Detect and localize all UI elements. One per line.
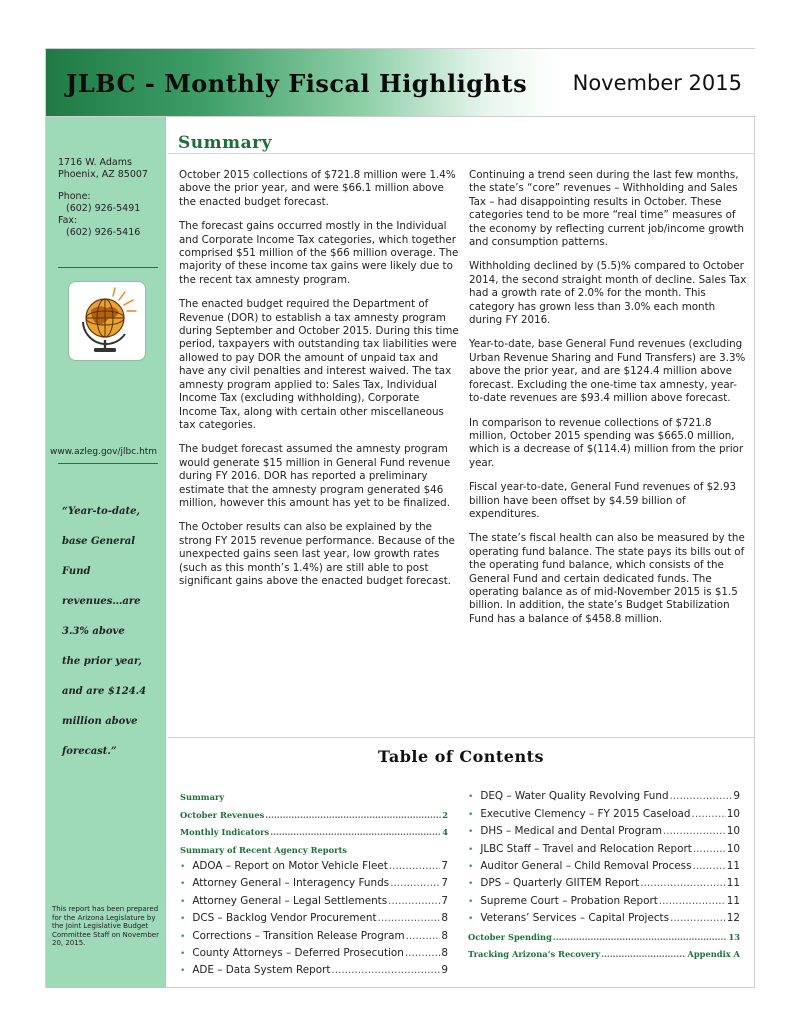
toc-entry-label: October Revenues: [180, 809, 265, 820]
toc-page-number: 12: [726, 912, 740, 925]
heading-rule: [168, 153, 754, 154]
toc-leader-dots: [270, 827, 441, 837]
summary-paragraph: October 2015 collections of $721.8 million were 1.4% above the prior year, and were $66.1 million above the enacted budget forecast.: [179, 169, 456, 208]
toc-rule: [168, 737, 754, 738]
toc-entry[interactable]: [180, 855, 448, 872]
toc-leader-dots: [670, 912, 726, 924]
toc-page-number: 8: [441, 946, 448, 959]
toc-column-left: [180, 785, 448, 976]
toc-leader-dots: [390, 877, 440, 889]
quote-line: million above: [62, 716, 138, 727]
toc-entry[interactable]: [468, 837, 740, 854]
quote-line: forecast.”: [62, 746, 117, 757]
toc-entry[interactable]: [468, 907, 740, 924]
toc-page-number: 10: [726, 807, 740, 820]
toc-entry-label: Summary of Recent Agency Reports: [180, 844, 347, 855]
toc-page-number: 2: [442, 809, 448, 820]
toc-leader-dots: [640, 877, 726, 889]
fax-number: (602) 926-5416: [66, 227, 141, 238]
toc-page-number: 11: [726, 894, 740, 907]
toc-leader-dots: [601, 949, 686, 959]
summary-paragraph: Year-to-date, base General Fund revenues (excluding Urban Revenue Sharing and Fund Transfers) are 3.3% above the prior year, and are $124.4 million above forecast. Excluding the one-time tax amnesty, year-to-date revenues are $93.4 million above forecast.: [469, 338, 746, 405]
toc-entry[interactable]: [468, 820, 740, 837]
toc-entry[interactable]: [180, 872, 448, 889]
toc-page-number: 8: [441, 912, 448, 925]
toc-entry-label: • JLBC Staff – Travel and Relocation Report: [468, 843, 692, 855]
toc-leader-dots: [389, 860, 441, 872]
toc-page-number: 10: [726, 825, 740, 838]
toc-entry-label: • DPS – Quarterly GIITEM Report: [468, 877, 639, 889]
issue-date: November 2015: [572, 71, 742, 95]
toc-page-number: 7: [441, 894, 448, 907]
toc-entry-label: Monthly Indicators: [180, 827, 270, 838]
toc-leader-dots: [378, 912, 441, 924]
toc-entry-label: • DEQ – Water Quality Revolving Fund: [468, 790, 669, 802]
toc-entry[interactable]: [180, 820, 448, 837]
toc-leader-dots: [692, 808, 726, 820]
toc-entry[interactable]: [180, 889, 448, 906]
summary-paragraph: The state’s fiscal health can also be measured by the operating fund balance. The state pays its bills out of the operating fund balance, which consists of the General Fund and certain dedicated funds. The operating balance as of mid-November 2015 is $1.5 billion. In addition, the state’s Budget Stabilization Fund has a balance of $458.8 million.: [469, 532, 745, 625]
quote-line: base General: [62, 536, 136, 547]
toc-entry-label: • DHS – Medical and Dental Program: [468, 825, 662, 837]
toc-page-number: 8: [441, 929, 448, 942]
toc-entry-label: Summary: [180, 792, 225, 803]
toc-entry-label: • DCS – Backlog Vendor Procurement: [180, 912, 377, 924]
newsletter-page: [45, 48, 755, 988]
sidebar-divider: [58, 267, 158, 268]
globe-icon: [68, 281, 146, 361]
website-link[interactable]: www.azleg.gov/jlbc.htm: [50, 447, 158, 457]
toc-heading: Table of Contents: [377, 747, 545, 766]
toc-entry[interactable]: [468, 802, 740, 819]
address-line-2: Phoenix, AZ 85007: [58, 169, 148, 180]
toc-entry[interactable]: [468, 785, 740, 802]
phone-number: (602) 926-5491: [66, 203, 141, 214]
quote-line: “Year-to-date,: [62, 506, 140, 517]
sidebar: [46, 117, 166, 988]
summary-column-left: [179, 169, 459, 599]
sidebar-divider: [58, 463, 158, 464]
toc-entry[interactable]: [468, 872, 740, 889]
toc-entry[interactable]: [180, 942, 448, 959]
toc-entry-label: • County Attorneys – Deferred Prosecution: [180, 947, 404, 959]
toc-entry-label: • Attorney General – Interagency Funds: [180, 877, 389, 889]
toc-leader-dots: [693, 843, 726, 855]
toc-entry[interactable]: [180, 907, 448, 924]
toc-entry-label: • Executive Clemency – FY 2015 Caseload: [468, 808, 691, 820]
summary-paragraph: In comparison to revenue collections of $721.8 million, October 2015 spending was $665.0 million, which is a decrease of $(114.4) million from the prior year.: [469, 416, 744, 469]
toc-entry[interactable]: [180, 785, 448, 802]
toc-entry[interactable]: [468, 889, 740, 906]
toc-leader-dots: [331, 964, 440, 976]
toc-leader-dots: [265, 810, 441, 820]
toc-page-number: 7: [441, 877, 448, 890]
phone-label: Phone:: [58, 191, 91, 202]
toc-entry-label: Tracking Arizona’s Recovery: [468, 948, 601, 959]
toc-page-number: 9: [733, 790, 740, 803]
toc-page-number: 4: [442, 827, 448, 838]
toc-page-number: 11: [726, 877, 740, 890]
toc-entry-label: • Supreme Court – Probation Report: [468, 895, 658, 907]
toc-page-number: 13: [728, 931, 740, 942]
toc-entry-label: • ADOA – Report on Motor Vehicle Fleet: [180, 860, 388, 872]
summary-paragraph: The budget forecast assumed the amnesty program would generate $15 million in General Fund revenue during FY 2016. DOR has reported a preliminary estimate that the amnesty program generated $46 million, however this amount has yet to be finalized.: [179, 443, 451, 509]
toc-entry-label: • ADE – Data System Report: [180, 964, 330, 976]
header-banner: [46, 49, 756, 117]
summary-column-right: [469, 169, 749, 637]
toc-page-number: 10: [726, 842, 740, 855]
toc-leader-dots: [693, 860, 726, 872]
summary-paragraph: Continuing a trend seen during the last few months, the state’s “core” revenues – Withholding and Sales Tax – had disappointing results in October. These categories tend to be more “real time” measures of the economy by reflecting current job/income growth and consumption patterns.: [469, 169, 745, 249]
toc-entry[interactable]: [468, 924, 740, 941]
prepared-by-note: This report has been prepared for the Arizona Legislature by the Joint Legislative Budget Committee Staff on November 20, 2015.: [52, 905, 159, 947]
toc-entry-label: • Corrections – Transition Release Program: [180, 930, 405, 942]
toc-entry[interactable]: [180, 959, 448, 976]
toc-entry-label: • Auditor General – Child Removal Process: [468, 860, 692, 872]
toc-entry[interactable]: [180, 924, 448, 941]
newsletter-title: JLBC - Monthly Fiscal Highlights: [66, 69, 528, 98]
toc-entry-label: • Veterans’ Services – Capital Projects: [468, 912, 669, 924]
summary-paragraph: Fiscal year-to-date, General Fund revenues of $2.93 billion have been offset by $4.59 billion of expenditures.: [469, 481, 737, 520]
toc-entry[interactable]: [180, 802, 448, 819]
quote-line: 3.3% above: [62, 626, 125, 637]
address-line-1: 1716 W. Adams: [58, 157, 132, 168]
toc-entry[interactable]: [468, 855, 740, 872]
summary-paragraph: The October results can also be explained by the strong FY 2015 revenue performance. Because of the unexpected gains seen last year, low growth rates (such as this month’s 1.4%) are still able to post significant gains above the enacted budget forecast.: [179, 521, 455, 587]
toc-leader-dots: [406, 930, 441, 942]
summary-heading: Summary: [178, 133, 272, 153]
toc-entry-label: October Spending: [468, 931, 552, 942]
quote-line: and are $124.4: [62, 686, 147, 697]
toc-column-right: [468, 785, 740, 959]
contact-block: [58, 157, 148, 239]
toc-leader-dots: [659, 895, 726, 907]
summary-paragraph: Withholding declined by (5.5)% compared to October 2014, the second straight month of decline. Sales Tax had a growth rate of 2.0% for the month. This category has grown less than 3.0% each month during FY 2016.: [469, 260, 747, 327]
toc-page-number: 9: [441, 964, 448, 977]
toc-entry-label: • Attorney General – Legal Settlements: [180, 895, 387, 907]
toc-page-number: Appendix A: [687, 948, 740, 959]
quote-line: Fund: [62, 566, 91, 577]
summary-paragraph: The enacted budget required the Department of Revenue (DOR) to establish a tax amnesty program during September and October 2015. During this time period, taxpayers with outstanding tax liabilities were allowed to pay DOR the amount of unpaid tax and have any civil penalties and interest waived. The tax amnesty program applied to: Sales Tax, Individual Income Tax (excluding withholding), Corporate Income Tax, along with certain other miscellaneous tax categories.: [179, 298, 459, 431]
pull-quote: [62, 497, 160, 767]
summary-paragraph: The forecast gains occurred mostly in the Individual and Corporate Income Tax categories, which together comprised $51 million of the $66 million overage. The majority of these income tax gains were likely due to the recent tax amnesty program.: [179, 220, 459, 286]
toc-page-number: 11: [726, 859, 740, 872]
toc-leader-dots: [388, 895, 440, 907]
toc-page-number: 7: [441, 859, 448, 872]
toc-leader-dots: [670, 790, 733, 802]
toc-leader-dots: [405, 947, 441, 959]
toc-entry[interactable]: [468, 942, 740, 959]
quote-line: revenues…are: [62, 596, 141, 607]
toc-leader-dots: [553, 932, 728, 942]
quote-line: the prior year,: [62, 656, 142, 667]
fax-label: Fax:: [58, 215, 78, 226]
toc-entry[interactable]: [180, 837, 448, 854]
toc-leader-dots: [663, 825, 726, 837]
